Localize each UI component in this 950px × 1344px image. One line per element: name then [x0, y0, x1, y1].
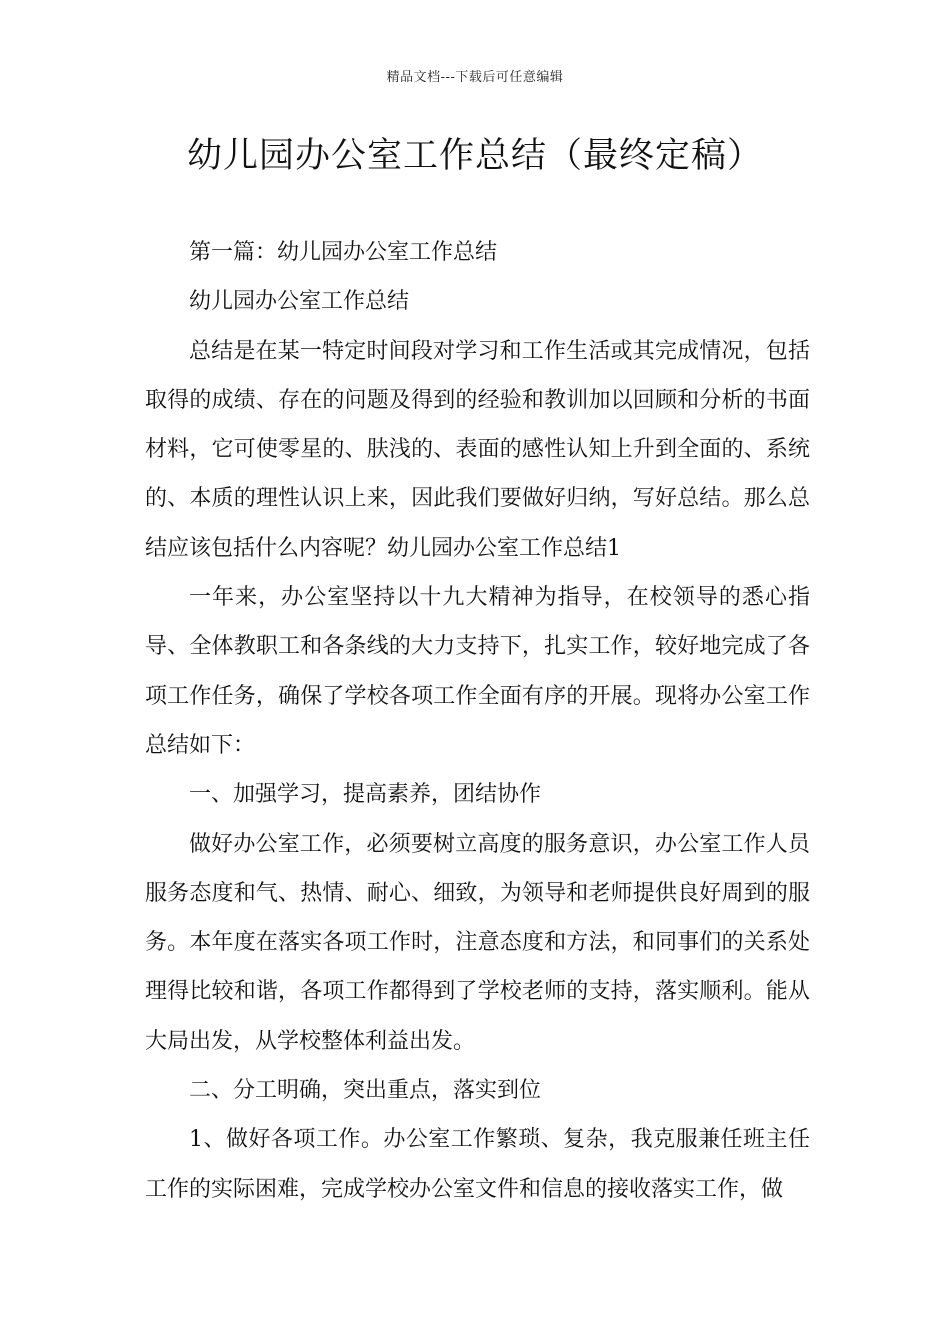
section-heading: 第一篇：幼儿园办公室工作总结 [189, 240, 498, 265]
body-paragraph: 1、做好各项工作。办公室工作繁琐、复杂，我克服兼任班主任工作的实际困难，完成学校办公室文件和信息的接收落实工作，做 [145, 1127, 810, 1202]
subtitle: 幼儿园办公室工作总结 [189, 289, 410, 315]
section-heading: 一、加强学习，提高素养，团结协作 [189, 782, 542, 808]
body-paragraph: 总结是在某一特定时间段对学习和工作生活或其完成情况，包括取得的成绩、存在的问题及得到的经验和教训加以回顾和分析的书面材料，它可使零星的、肤浅的、表面的感性认知上升到全面的、系统的、本质的理性认识上来，因此我们要做好归纳，写好总结。那么总结应该包括什么内容呢？幼儿园办公室工作总结1 [145, 338, 810, 561]
document-body [145, 228, 810, 1214]
body-paragraph: 做好办公室工作，必须要树立高度的服务意识，办公室工作人员服务态度和气、热情、耐心、细致，为领导和老师提供良好周到的服务。本年度在落实各项工作时，注意态度和方法，和同事们的关系处理得比较和谐，各项工作都得到了学校老师的支持，落实顺利。能从大局出发，从学校整体利益出发。 [145, 831, 810, 1054]
header-note: 精品文档---下载后可任意编辑 [386, 70, 564, 85]
document-title: 幼儿园办公室工作总结（最终定稿） [186, 136, 763, 176]
body-paragraph: 一年来，办公室坚持以十九大精神为指导，在校领导的悉心指导、全体教职工和各条线的大力支持下，扎实工作，较好地完成了各项工作任务，确保了学校各项工作全面有序的开展。现将办公室工作总结如下： [145, 585, 810, 758]
section-heading: 二、分工明确，突出重点，落实到位 [189, 1078, 542, 1104]
